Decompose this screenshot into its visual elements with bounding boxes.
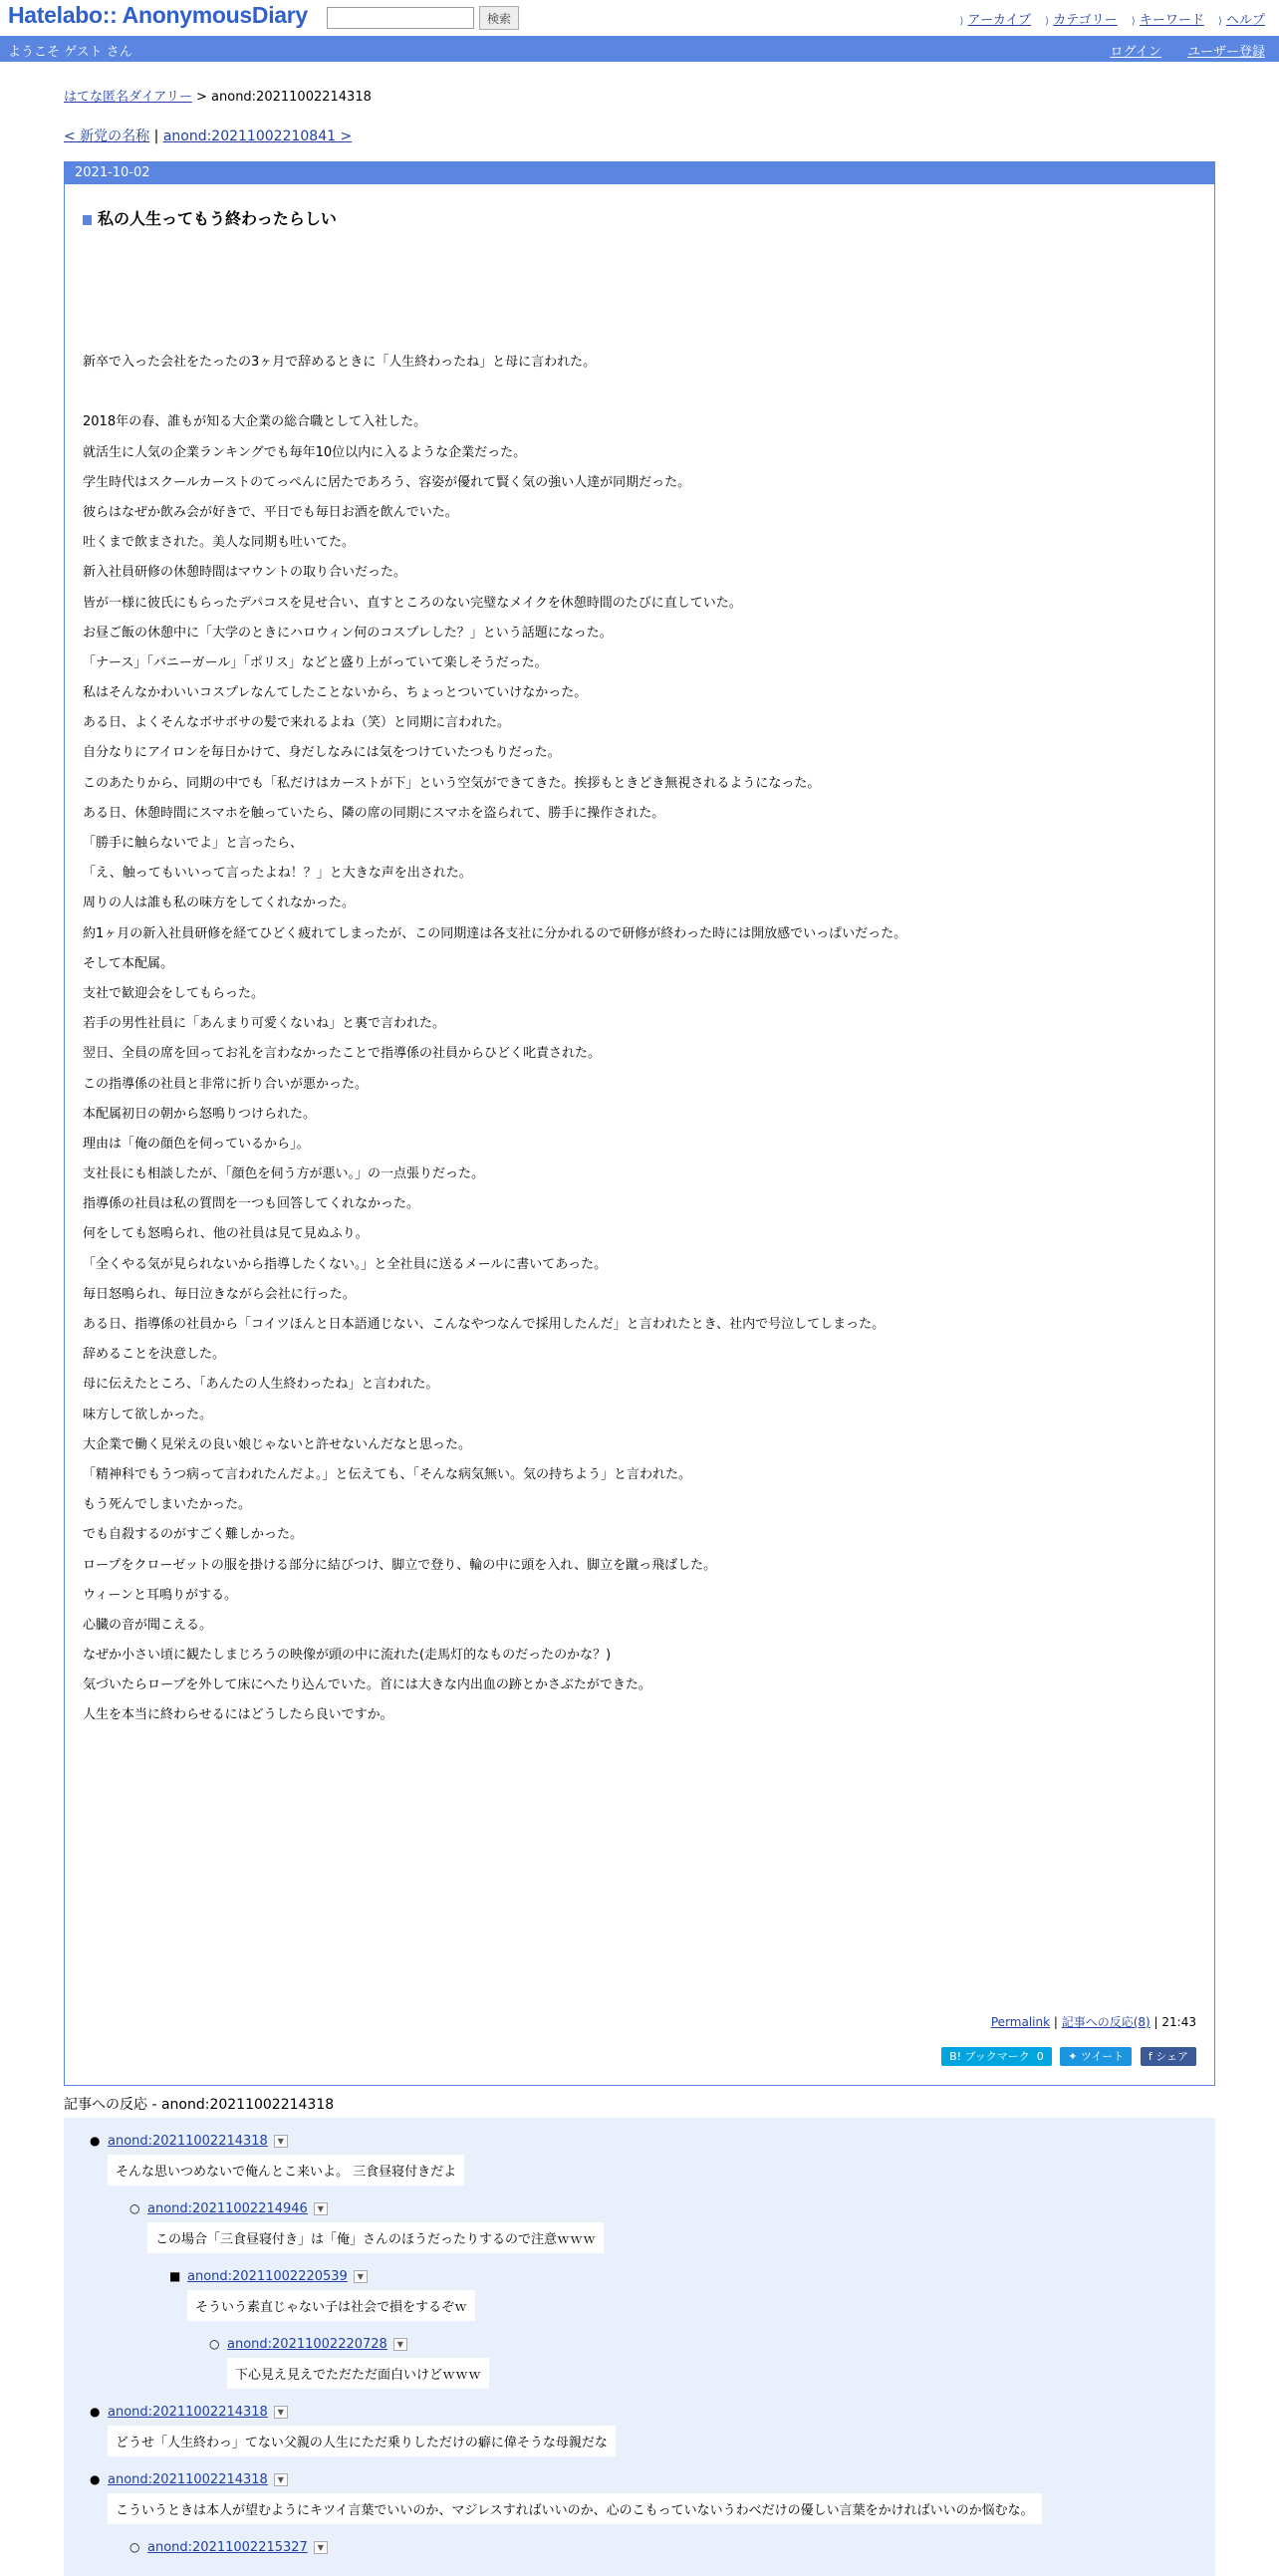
chevron-down-icon[interactable]: ▼ (274, 2135, 288, 2148)
chevron-down-icon[interactable]: ▼ (274, 2473, 288, 2486)
body-line: 気づいたらロープを外して床にへたり込んでいた。首には大きな内出血の跡とかさぶたができた。 (83, 1677, 651, 1693)
body-line: 周りの人は誰も私の味方をしてくれなかった。 (83, 896, 356, 911)
list-bullet-icon: ● (90, 2472, 101, 2486)
reaction-link[interactable]: anond:20211002214946 (147, 2201, 308, 2216)
breadcrumb-root-link[interactable]: はてな匿名ダイアリー (64, 90, 192, 105)
body-line: なぜか小さい頃に観たしまじろうの映像が頭の中に流れた(走馬灯的なものだったのかな？) (83, 1648, 612, 1664)
site-header (0, 0, 1279, 36)
body-line: 辞めることを決意した。 (83, 1347, 226, 1363)
reactions-link[interactable]: 記事への反応(8) (1061, 2015, 1151, 2029)
search-button[interactable]: 検索 (479, 6, 519, 30)
reaction-item (129, 2200, 597, 2247)
body-line: 心臓の音が聞こえる。 (83, 1617, 213, 1633)
reaction-excerpt: こういうときは本人が望むようにキツイ言葉でいいのか、マジレスすればいいのか、心のこもっていないうわべだけの優しい言葉をかければいいのか悩むな。 (108, 2493, 1042, 2524)
chevron-down-icon[interactable]: ▼ (274, 2406, 288, 2419)
title-marker-icon[interactable] (83, 215, 92, 225)
account-nav (1088, 41, 1265, 60)
nav-archive-link[interactable]: アーカイブ (967, 13, 1032, 28)
body-line: 新卒で入った会社をたったの3ヶ月で辞めるときに「人生終わったね」と母に言われた。 (83, 355, 597, 370)
chevron-down-icon[interactable]: ▼ (354, 2270, 368, 2283)
body-line: 彼らはなぜか飲み会が好きで、平日でも毎日お酒を飲んでいた。 (83, 504, 458, 520)
body-line: 母に伝えたところ、「あんたの人生終わったね」と言われた。 (83, 1377, 439, 1393)
body-line: ある日、休憩時間にスマホを触っていたら、隣の席の同期にスマホを盗られて、勝手に操作された。 (83, 805, 665, 821)
reaction-item (90, 2471, 1034, 2518)
body-line: 味方して欲しかった。 (83, 1407, 213, 1422)
arrow-icon: ⟩ (1217, 16, 1222, 27)
reaction-link[interactable]: anond:20211002214318 (108, 2134, 268, 2149)
top-nav (949, 9, 1265, 28)
article-date: 2021-10-02 (65, 162, 1214, 184)
arrow-icon: ⟩ (1131, 16, 1136, 27)
permalink-link[interactable]: Permalink (990, 2015, 1051, 2029)
bookmark-button[interactable] (941, 2047, 1052, 2066)
article-body (83, 348, 906, 1731)
reactions-title: 記事への反応 - anond:20211002214318 (64, 2094, 1215, 2119)
reaction-excerpt: そんな思いつめないで俺んとこ来いよ。 三食昼寝付きだよ (108, 2155, 464, 2186)
list-bullet-icon: ● (90, 2134, 101, 2148)
arrow-icon: ⟩ (1045, 16, 1050, 27)
pager-separator: | (153, 129, 159, 144)
reactions-panel (64, 2118, 1215, 2576)
body-line: 本配属初日の朝から怒鳴りつけられた。 (83, 1106, 317, 1122)
body-line: 就活生に人気の企業ランキングでも毎年10位以内に入るような企業だった。 (83, 444, 527, 460)
chevron-down-icon[interactable]: ▼ (314, 2202, 328, 2215)
list-bullet-icon: ○ (129, 2540, 140, 2554)
body-line: 毎日怒鳴られ、毎日泣きながら会社に行った。 (83, 1286, 356, 1302)
twitter-icon: ✦ (1068, 2050, 1078, 2063)
login-link[interactable]: ログイン (1110, 45, 1161, 60)
reaction-link[interactable]: anond:20211002214318 (108, 2405, 268, 2420)
reaction-excerpt: そういう素直じゃない子は社会で損をするぞｗ (187, 2290, 475, 2321)
body-line: 「勝手に触らないでよ」と言ったら、 (83, 836, 304, 851)
article-pager (64, 126, 352, 145)
register-link[interactable]: ユーザー登録 (1186, 45, 1265, 60)
body-line: ロープをクローゼットの服を掛ける部分に結びつけ、脚立で登り、輪の中に頭を入れ、脚立を蹴っ飛ばした。 (83, 1557, 717, 1573)
body-line: 支社長にも相談したが、「顔色を伺う方が悪い。」の一点張りだった。 (83, 1166, 485, 1182)
article-title-text: 私の人生ってもう終わったらしい (98, 209, 337, 228)
body-line: もう死んでしまいたかった。 (83, 1497, 252, 1513)
breadcrumb (64, 86, 372, 105)
nav-keyword-link[interactable]: キーワード (1139, 13, 1204, 28)
next-article-link[interactable]: anond:20211002210841 > (162, 129, 353, 144)
body-line: 私はそんなかわいいコスプレなんてしたことないから、ちょっとついていけなかった。 (83, 685, 588, 701)
reaction-item (90, 2133, 457, 2180)
body-line: このあたりから、同期の中でも「私だけはカーストが下」という空気ができてきた。挨拶もときどき無視されるようになった。 (83, 775, 821, 791)
body-line: 約1ヶ月の新入社員研修を経てひどく疲れてしまったが、この同期達は各支社に分かれるので研修が終わった時には開放感でいっぱいだった。 (83, 925, 907, 941)
nav-help-link[interactable]: ヘルプ (1225, 13, 1265, 28)
body-line: 「え、触ってもいいって言ったよね！？」と大きな声を出された。 (83, 866, 472, 882)
user-bar (0, 36, 1279, 62)
reaction-link[interactable]: anond:20211002220728 (227, 2337, 387, 2352)
tweet-button[interactable] (1060, 2047, 1132, 2066)
chevron-down-icon[interactable]: ▼ (314, 2541, 328, 2554)
reaction-excerpt: この場合「三食昼寝付き」は「俺」さんのほうだったりするので注意ｗｗｗ (147, 2222, 604, 2253)
reaction-item (209, 2336, 482, 2383)
prev-article-link[interactable]: < 新党の名称 (64, 129, 150, 144)
body-line: 学生時代はスクールカーストのてっぺんに居たであろう、容姿が優れて賢く気の強い人達が同期だった。 (83, 474, 691, 490)
article-meta: Permalink | 記事への反応(8) | 21:43 (990, 2015, 1196, 2029)
article (64, 161, 1215, 2086)
tweet-label: ツイート (1080, 2050, 1125, 2063)
reaction-item (129, 2539, 328, 2555)
body-line: 「ナース」「バニーガール」「ポリス」などと盛り上がっていて楽しそうだった。 (83, 654, 548, 670)
breadcrumb-separator: > (195, 90, 207, 105)
body-line: 理由は「俺の顔色を伺っているから」。 (83, 1136, 310, 1152)
reaction-item (169, 2268, 468, 2315)
body-line: この指導係の社員と非常に折り合いが悪かった。 (83, 1076, 369, 1092)
body-line: 若手の男性社員に「あんまり可愛くないね」と裏で言われた。 (83, 1016, 446, 1032)
list-bullet-icon: ● (90, 2405, 101, 2419)
reaction-excerpt: どうせ「人生終わっ」てない父親の人生にただ乗りしただけの癖に偉そうな母親だな (108, 2426, 616, 2456)
facebook-icon: f (1148, 2050, 1152, 2063)
body-line: でも自殺するのがすごく難しかった。 (83, 1527, 304, 1543)
list-bullet-icon: ○ (129, 2201, 140, 2215)
reaction-link[interactable]: anond:20211002214318 (108, 2472, 268, 2487)
share-buttons (937, 2047, 1196, 2066)
list-bullet-icon: ■ (169, 2269, 181, 2283)
reaction-link[interactable]: anond:20211002220539 (187, 2269, 348, 2284)
facebook-share-button[interactable] (1141, 2047, 1196, 2066)
post-time: 21:43 (1161, 2015, 1196, 2029)
bookmark-count: 0 (1036, 2050, 1044, 2063)
body-line: 支社で歓迎会をしてもらった。 (83, 985, 265, 1001)
nav-category-link[interactable]: カテゴリー (1053, 13, 1118, 28)
welcome-text: ようこそ ゲスト さん (8, 45, 132, 60)
body-line: ある日、よくそんなボサボサの髪で来れるよね（笑）と同期に言われた。 (83, 715, 511, 731)
body-line: 何をしても怒鳴られ、他の社員は見て見ぬふり。 (83, 1226, 369, 1242)
body-line: 「精神科でもうつ病って言われたんだよ。」と伝えても、「そんな病気無い。気の持ちよう」と言われた。 (83, 1466, 692, 1482)
body-line: 「全くやる気が見られないから指導したくない。」と全社員に送るメールに書いてあった。 (83, 1256, 608, 1272)
facebook-label: シェア (1155, 2050, 1188, 2063)
body-line: 吐くまで飲まされた。美人な同期も吐いてた。 (83, 535, 356, 551)
reaction-excerpt: 下心見え見えでただただ面白いけどｗｗｗ (227, 2358, 489, 2389)
body-line: 新入社員研修の休憩時間はマウントの取り合いだった。 (83, 565, 407, 581)
body-line: お昼ご飯の休憩中に「大学のときにハロウィン何のコスプレした？」という話題になった。 (83, 625, 613, 641)
chevron-down-icon[interactable]: ▼ (393, 2338, 407, 2351)
article-title (83, 206, 337, 229)
body-line: ある日、指導係の社員から「コイツほんと日本語通じない、こんなやつなんで採用したんだ」と言われたとき、社内で号泣してしまった。 (83, 1317, 886, 1332)
body-line: 皆が一様に彼氏にもらったデパコスを見せ合い、直すところのない完璧なメイクを休憩時間のたびに直していた。 (83, 595, 742, 611)
list-bullet-icon: ○ (209, 2337, 220, 2351)
body-line: 大企業で働く見栄えの良い娘じゃないと許せないんだなと思った。 (83, 1436, 472, 1452)
body-line: ウィーンと耳鳴りがする。 (83, 1587, 237, 1603)
search-input[interactable] (327, 7, 474, 29)
body-line (83, 378, 906, 407)
body-line: 人生を本当に終わらせるにはどうしたら良いですか。 (83, 1707, 393, 1723)
body-line: そして本配属。 (83, 955, 174, 971)
body-line: 自分なりにアイロンを毎日かけて、身だしなみには気をつけていたつもりだった。 (83, 745, 561, 761)
body-line: 指導係の社員は私の質問を一つも回答してくれなかった。 (83, 1196, 420, 1212)
arrow-icon: ⟩ (959, 16, 964, 27)
reaction-item (90, 2404, 608, 2450)
site-logo[interactable]: Hatelabo:: AnonymousDiary (8, 2, 308, 28)
reaction-link[interactable]: anond:20211002215327 (147, 2540, 308, 2555)
bookmark-label: B! ブックマーク (949, 2050, 1030, 2063)
body-line: 2018年の春、誰もが知る大企業の総合職として入社した。 (83, 414, 427, 430)
breadcrumb-current: anond:20211002214318 (211, 90, 372, 105)
body-line: 翌日、全員の席を回ってお礼を言わなかったことで指導係の社員からひどく叱責された。 (83, 1046, 602, 1062)
